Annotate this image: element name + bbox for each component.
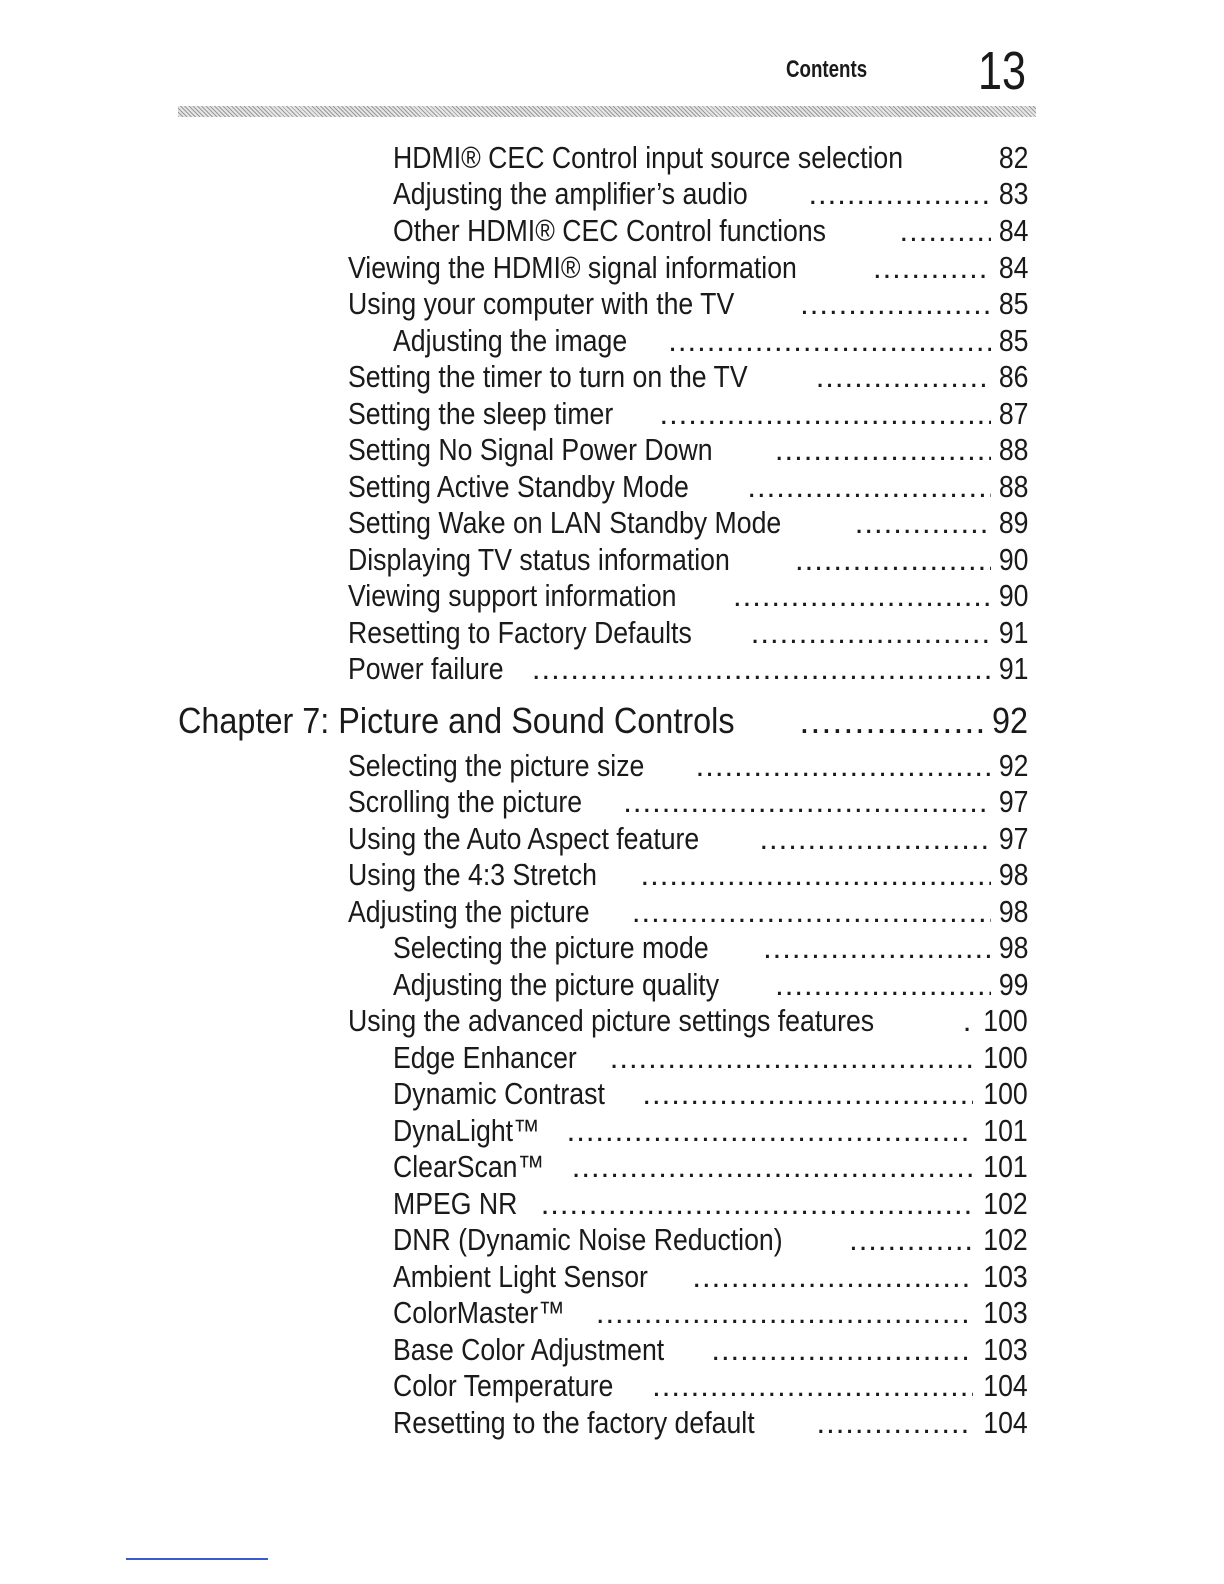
toc-entry-title: MPEG NR (393, 1186, 518, 1221)
toc-entry-title: Displaying TV status information (348, 542, 730, 577)
toc-entry-title: Edge Enhancer (393, 1040, 577, 1075)
dot-leader (816, 1405, 973, 1441)
toc-entry-title: ColorMaster™ (393, 1295, 565, 1330)
toc-entry-title: Adjusting the picture (348, 894, 590, 929)
toc-chapter-heading[interactable] (178, 700, 1028, 742)
toc-entry[interactable] (348, 857, 1028, 893)
toc-entry[interactable] (393, 1332, 1028, 1368)
dot-leader (775, 967, 990, 1003)
toc-entry-page: 101 (983, 1149, 1028, 1184)
dot-leader (800, 286, 990, 322)
dot-leader (873, 250, 991, 286)
toc-entry-page: 100 (983, 1003, 1028, 1038)
toc-entry[interactable] (393, 1259, 1028, 1295)
toc-entry-page: 100 (983, 1076, 1028, 1111)
dot-leader (642, 1076, 973, 1112)
toc-entry[interactable] (348, 578, 1028, 614)
dot-leader (989, 140, 990, 176)
toc-entry[interactable] (348, 894, 1028, 930)
toc-entry[interactable] (393, 1368, 1028, 1404)
toc-entry-page: 104 (983, 1405, 1028, 1440)
toc-entry-title: Selecting the picture mode (393, 930, 709, 965)
dot-leader (696, 748, 991, 784)
toc-entry-title: Using your computer with the TV (348, 286, 735, 321)
toc-entry-page: 98 (998, 894, 1028, 929)
toc-entry-title: ClearScan™ (393, 1149, 545, 1184)
toc-entry-page: 99 (998, 967, 1028, 1002)
dot-leader (759, 821, 990, 857)
toc-entry[interactable] (393, 1040, 1028, 1076)
toc-entry[interactable] (348, 469, 1028, 505)
toc-entry[interactable] (348, 286, 1028, 322)
toc-entry[interactable] (393, 1186, 1028, 1222)
toc-entry-page: 97 (998, 821, 1028, 856)
toc-entry[interactable] (348, 542, 1028, 578)
dot-leader (747, 469, 990, 505)
toc-entry[interactable] (348, 748, 1028, 784)
toc-entry-title: Setting Wake on LAN Standby Mode (348, 505, 782, 540)
toc-entry-title: Adjusting the amplifier’s audio (393, 176, 748, 211)
toc-entry[interactable] (393, 967, 1028, 1003)
toc-entry-title: Setting the sleep timer (348, 396, 614, 431)
toc-entry[interactable] (393, 176, 1028, 212)
toc-entry-page: 83 (998, 176, 1028, 211)
dot-leader (572, 1149, 974, 1185)
dot-leader (816, 359, 991, 395)
toc-entry[interactable] (348, 1003, 1028, 1039)
dot-leader (610, 1040, 974, 1076)
toc-entry-page: 91 (998, 615, 1028, 650)
toc-entry-title: Resetting to the factory default (393, 1405, 755, 1440)
toc-entry-title: Other HDMI® CEC Control functions (393, 213, 827, 248)
toc-entry-page: 89 (998, 505, 1028, 540)
dot-leader (623, 784, 990, 820)
toc-entry-page: 91 (998, 651, 1028, 686)
dot-leader (775, 432, 991, 468)
toc-entry-title: Viewing support information (348, 578, 677, 613)
dot-leader (751, 615, 991, 651)
toc-entry[interactable] (348, 250, 1028, 286)
toc-entry-title: Dynamic Contrast (393, 1076, 605, 1111)
toc-entry[interactable] (393, 140, 1028, 176)
dot-leader (855, 505, 991, 541)
toc-entry[interactable] (393, 1113, 1028, 1149)
toc-entry-page: 98 (998, 930, 1028, 965)
toc-entry-page: 101 (983, 1113, 1028, 1148)
toc-entry-title: Setting Active Standby Mode (348, 469, 689, 504)
dot-leader (532, 651, 991, 687)
toc-entry-page: 90 (998, 578, 1028, 613)
page-number: 13 (978, 41, 1027, 101)
toc-entry-title: Viewing the HDMI® signal information (348, 250, 797, 285)
toc-entry-page: 84 (998, 250, 1028, 285)
toc-entry[interactable] (393, 1149, 1028, 1185)
dot-leader (795, 542, 991, 578)
toc-entry[interactable] (348, 821, 1028, 857)
dot-leader (652, 1368, 973, 1404)
toc-entry-title: DynaLight™ (393, 1113, 540, 1148)
toc-entry-title: Adjusting the picture quality (393, 967, 720, 1002)
toc-entry[interactable] (393, 1076, 1028, 1112)
dot-leader (659, 396, 990, 432)
toc-entry-page: 102 (983, 1222, 1028, 1257)
dot-leader (799, 700, 985, 742)
toc-entry-page: 85 (998, 323, 1028, 358)
toc-entry[interactable] (348, 396, 1028, 432)
toc-entry-page: 103 (983, 1295, 1028, 1330)
header-title: Contents (786, 56, 868, 83)
toc-entry-page: 102 (983, 1186, 1028, 1221)
toc-entry-page: 87 (998, 396, 1028, 431)
toc-entry-page: 103 (983, 1332, 1028, 1367)
toc-entry-page: 82 (998, 140, 1028, 175)
toc-entry-page: 100 (983, 1040, 1028, 1075)
toc-entry[interactable] (393, 213, 1028, 249)
toc-entry[interactable] (393, 1222, 1028, 1258)
toc-entry-page: 90 (998, 542, 1028, 577)
toc-entry-title: Base Color Adjustment (393, 1332, 665, 1367)
toc-entry[interactable] (348, 432, 1028, 468)
toc-entry-page: 103 (983, 1259, 1028, 1294)
toc-entry[interactable] (393, 323, 1028, 359)
toc-entry-page: 84 (998, 213, 1028, 248)
toc-entry-page: 104 (983, 1368, 1028, 1403)
toc-entry-page: 98 (998, 857, 1028, 892)
toc-entry-title: Power failure (348, 651, 504, 686)
toc-entry[interactable] (348, 359, 1028, 395)
toc-entry-page: 85 (998, 286, 1028, 321)
toc-entry-title: Adjusting the image (393, 323, 628, 358)
dot-leader (641, 857, 991, 893)
toc-entry-title: Setting No Signal Power Down (348, 432, 713, 467)
toc-entry-title: Setting the timer to turn on the TV (348, 359, 748, 394)
toc-entry-page: 88 (998, 469, 1028, 504)
dot-leader (541, 1186, 974, 1222)
toc-entry[interactable] (393, 1295, 1028, 1331)
dot-leader (567, 1113, 974, 1149)
toc-entry-page: 88 (998, 432, 1028, 467)
toc-entry-page: 97 (998, 784, 1028, 819)
chapter-title: Chapter 7: Picture and Sound Controls (178, 700, 735, 741)
toc-entry[interactable] (393, 1405, 1028, 1441)
toc-entry[interactable] (393, 930, 1028, 966)
toc-entry-title: Color Temperature (393, 1368, 614, 1403)
dot-leader (711, 1332, 973, 1368)
dot-leader (596, 1295, 973, 1331)
dot-leader (849, 1222, 973, 1258)
toc-entry-title: Resetting to Factory Defaults (348, 615, 692, 650)
dot-leader (692, 1259, 973, 1295)
toc-entry-page: 92 (998, 748, 1028, 783)
dot-leader (632, 894, 991, 930)
toc-entry-title: HDMI® CEC Control input source selection (393, 140, 904, 175)
dot-leader (808, 176, 990, 212)
dot-leader (900, 213, 991, 249)
toc-entry-title: DNR (Dynamic Noise Reduction) (393, 1222, 783, 1257)
toc-entry-title: Using the Auto Aspect feature (348, 821, 700, 856)
dot-leader (733, 578, 991, 614)
toc-entry[interactable] (348, 651, 1028, 687)
toc-entry-title: Using the 4:3 Stretch (348, 857, 597, 892)
dot-leader (668, 323, 990, 359)
toc-entry[interactable] (348, 505, 1028, 541)
toc-entry-title: Scrolling the picture (348, 784, 583, 819)
toc-entry[interactable] (348, 784, 1028, 820)
dot-leader (763, 930, 990, 966)
toc-entry-title: Using the advanced picture settings features (348, 1003, 875, 1038)
toc-entry-page: 86 (998, 359, 1028, 394)
chapter-page: 92 (991, 700, 1028, 741)
toc-entry-title: Ambient Light Sensor (393, 1259, 648, 1294)
footer-rule (126, 1558, 268, 1560)
toc-entry[interactable] (348, 615, 1028, 651)
toc-entry-title: Selecting the picture size (348, 748, 645, 783)
dot-leader (963, 1003, 974, 1039)
